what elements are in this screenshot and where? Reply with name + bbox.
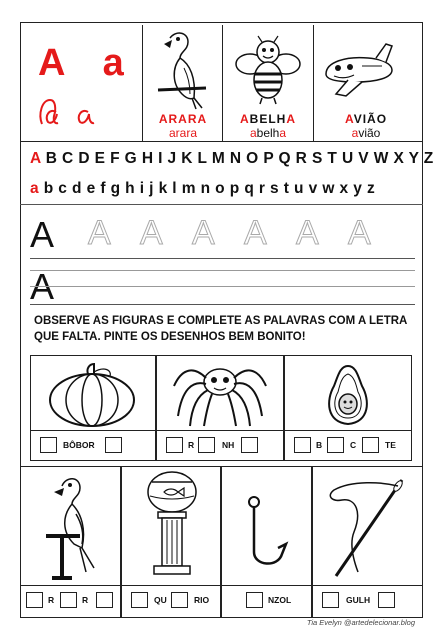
practice-letter-1: A (30, 214, 55, 255)
trace-letter: A (140, 214, 163, 252)
writing-line (30, 270, 415, 271)
answer-box[interactable] (362, 437, 379, 453)
word-fragment: RIO (194, 595, 210, 605)
word-abelha-lower: abelha (249, 126, 287, 140)
word-fragment: B (316, 440, 323, 450)
word-fragment: TE (385, 440, 396, 450)
answer-box[interactable] (60, 592, 77, 608)
writing-line (30, 258, 415, 259)
answer-box[interactable] (96, 592, 113, 608)
word-abelha-upper: ABELHA (239, 112, 296, 126)
example-box-1 (142, 25, 143, 141)
example-box-2 (222, 25, 223, 141)
answer-box[interactable] (246, 592, 263, 608)
fishhook-icon (244, 494, 292, 574)
script-letters (36, 94, 106, 130)
answer-box[interactable] (322, 592, 339, 608)
answer-box[interactable] (131, 592, 148, 608)
answer-box[interactable] (378, 592, 395, 608)
answer-box[interactable] (26, 592, 43, 608)
trace-letter: A (244, 214, 267, 252)
answer-box[interactable] (171, 592, 188, 608)
answer-box[interactable] (327, 437, 344, 453)
word-aviao-upper: AVIÃO (344, 112, 388, 126)
needle-icon (322, 472, 414, 582)
spider-icon (168, 360, 272, 428)
parrot-icon (40, 472, 104, 582)
word-arara-upper: ARARA (158, 112, 208, 126)
bee-icon (232, 34, 304, 106)
answer-box[interactable] (241, 437, 258, 453)
word-fragment: R (188, 440, 195, 450)
word-fragment: BÔBOR (63, 440, 95, 450)
alphabet-uppercase: A B C D E F G H I J K L M N O P Q R S T U V W X Y Z (30, 150, 434, 167)
word-fragment: GULH (346, 595, 371, 605)
trace-letter: A (296, 214, 319, 252)
big-letters: A a (38, 42, 138, 84)
word-fragment: QU (154, 595, 167, 605)
parrot-icon (150, 28, 214, 110)
row2-answer-divider (20, 585, 423, 586)
writing-line (30, 286, 415, 287)
footer-credit: Tia Evelyn @artedelecionar.blog (306, 618, 415, 627)
airplane-icon (320, 40, 400, 100)
example-box-3 (313, 25, 314, 141)
word-fragment: NH (222, 440, 235, 450)
answer-box[interactable] (166, 437, 183, 453)
fishbowl-icon (140, 470, 204, 582)
row1-answer-divider (30, 430, 412, 431)
word-fragment: R (48, 595, 55, 605)
word-arara-lower: arara (168, 126, 197, 140)
word-aviao-lower: avião (351, 126, 381, 140)
instructions-text: OBSERVE AS FIGURAS E COMPLETE AS PALAVRAS COM A LETRA QUE FALTA. PINTE OS DESENHOS BEM BONITO! (34, 315, 407, 343)
answer-box[interactable] (40, 437, 57, 453)
avocado-icon (318, 362, 378, 428)
answer-box[interactable] (294, 437, 311, 453)
word-fragment: C (350, 440, 357, 450)
trace-letter: A (348, 214, 371, 252)
pumpkin-icon (46, 362, 138, 428)
alphabet-divider (20, 204, 423, 205)
trace-letter: A (192, 214, 215, 252)
trace-letter: A (88, 214, 111, 252)
answer-box[interactable] (105, 437, 122, 453)
header-divider (20, 141, 423, 142)
word-fragment: R (82, 595, 89, 605)
alphabet-lowercase: a b c d e f g h i j k l m n o p q r s t u v w x y z (30, 180, 376, 197)
writing-line (30, 304, 415, 305)
answer-box[interactable] (198, 437, 215, 453)
word-fragment: NZOL (268, 595, 292, 605)
practice-letter-2: A (30, 266, 55, 307)
